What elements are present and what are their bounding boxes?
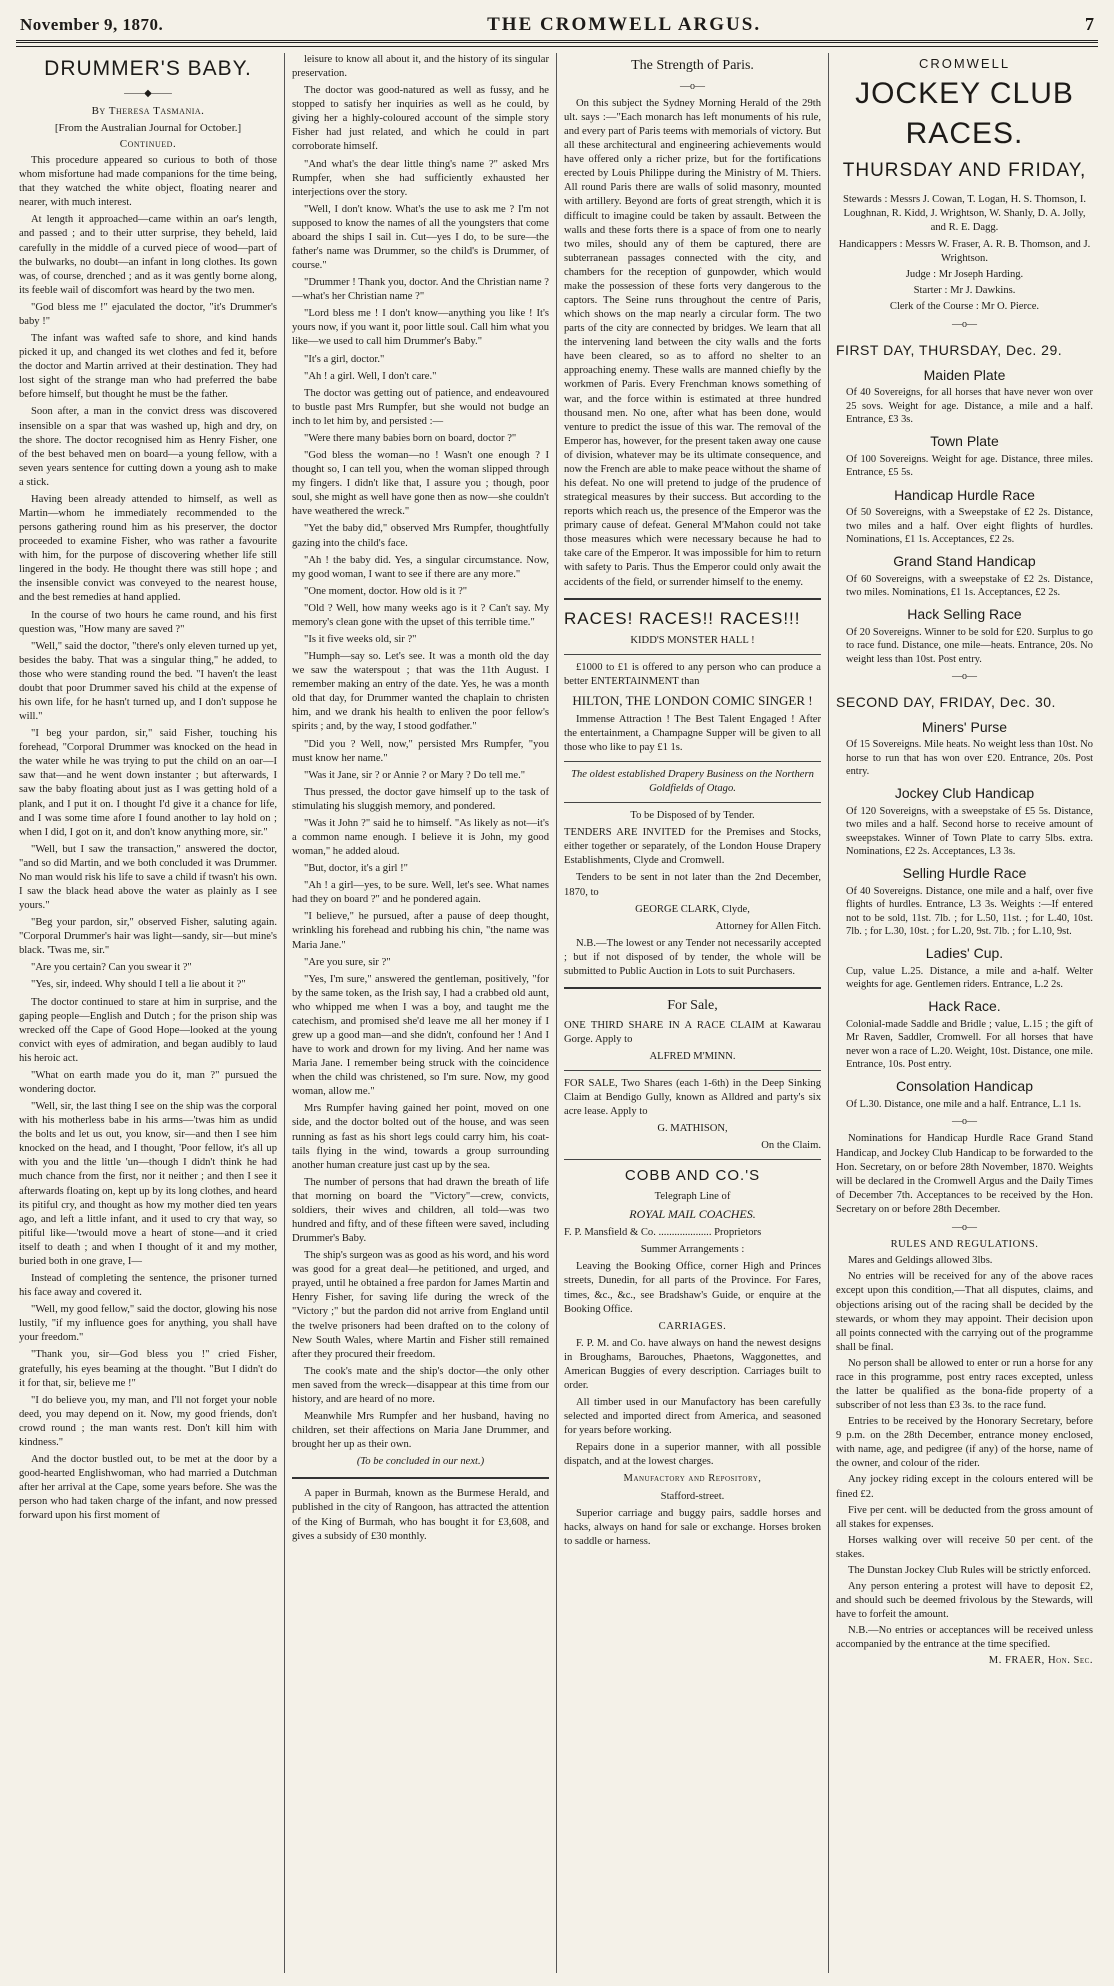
divider-rule — [564, 761, 821, 762]
divider-rule — [292, 1477, 549, 1479]
column-3 — [556, 53, 828, 1973]
rule-item: Any jockey riding except in the colours entered will be fined £2. — [836, 1474, 1093, 1500]
race-name: Hack Selling Race — [907, 606, 1022, 623]
races-ad-offer: £1000 to £1 is offered to any person who can produce a better ENTERTAINMENT than — [564, 662, 821, 688]
rule-item: Entries to be received by the Honorary Secretary, before 9 p.m. on the 28th December, entrance money enclosed, with name, age, and pedigree (if any) of the horse, name of the owner, and colour of the rider. — [836, 1416, 1093, 1470]
for-sale2-text: FOR SALE, Two Shares (each 1-6th) in the Deep Sinking Claim at Bendigo Gully, known as Alldred and party's six acre lease. Apply to — [564, 1077, 821, 1118]
race-conditions: Of 15 Sovereigns. Mile heats. No weight less than 10st. No horse to run that has won over £20. Entrance, 20s. Post entry. — [846, 739, 1093, 778]
race-conditions: Of 40 Sovereigns. Distance, one mile and a half, over five flights of hurdles. Entrance, L3 3s. Weights :—If entered not to be sold, 11st. 7lb. ; for L.50, 11st. ; for L.40, 10st. 7lb. ; for L.30, 10st. ; for L.20, 9st. 7lb. ; for L.10, 9st. — [846, 885, 1093, 937]
drapery-tender: To be Disposed of by Tender. — [630, 810, 755, 822]
story-paragraph: "Ah ! the baby did. Yes, a singular circumstance. Now, my good woman, I want to see if there are any more." — [292, 554, 549, 580]
races-title: JOCKEY CLUB RACES. — [855, 77, 1074, 151]
story-paragraph: Meanwhile Mrs Rumpfer and her husband, having no children, set their affections on Maria Jane Drummer, and brought her up as their own. — [292, 1411, 549, 1451]
story-paragraph: "Well, I don't know. What's the use to ask me ? I'm not supposed to know the names of all the youngsters that come aboard the ships I sail in. Cut—yes I do, to be sure—the father's name was Drummer, so the child's is Drummer, of course." — [292, 203, 549, 272]
story-paragraph: In the course of two hours he came round, and his first question was, "How many are saved ?" — [19, 609, 277, 635]
race-conditions: Of 50 Sovereigns, with a Sweepstake of £2 2s. Distance, two miles and a half. Over eight flights of hurdles. Nominations, £1 1s. Acceptances, £2 2s. — [846, 507, 1093, 545]
official-line: Clerk of the Course : Mr O. Pierce. — [889, 300, 1040, 312]
race-conditions: Of 60 Sovereigns, with a sweepstake of £2 2s. Distance, two miles. Nominations, £1 1s. Acceptances, £2 2s. — [846, 573, 1093, 599]
races-ad-sub: KIDD'S MONSTER HALL ! — [630, 635, 755, 647]
official-line: Starter : Mr J. Dawkins. — [913, 284, 1016, 296]
race-conditions: Of 20 Sovereigns. Winner to be sold for £20. Surplus to go to race fund. Distance, one mile—heats. Entrance, 20s. No weight less than 10st. Post entry. — [846, 627, 1093, 665]
secretary-signature: M. FRAER, Hon. Sec. — [988, 1655, 1093, 1667]
divider-rule — [564, 598, 821, 600]
official-line: Handicappers : Messrs W. Fraser, A. R. B. Thomson, and J. Wrightson. — [838, 238, 1091, 264]
story-paragraph: "What on earth made you do it, man ?" pursued the wondering doctor. — [19, 1069, 277, 1096]
race-conditions: Of L.30. Distance, one mile and a half. Entrance, L.1 1s. — [846, 1098, 1082, 1110]
story-paragraph: "Lord bless me ! I don't know—anything you like ! It's yours now, if you want it, poor little soul. Call him what you like—we used to call him Drummer's Baby." — [292, 308, 549, 348]
newspaper-title: THE CROMWELL ARGUS. — [487, 14, 762, 35]
drapery-signee-role: Attorney for Allen Fitch. — [715, 920, 821, 932]
divider: —o— — [952, 1221, 977, 1233]
paris-text: On this subject the Sydney Morning Herald of the 29th ult. says :—"Each monarch has left monuments of his rule, and every part of Paris teems with memorials of victory. But all these architectural and engineering achievements would have offered only a richer prize, but for the fortifications erected by Louis Philippe during the Ministry of M. Thiers. All round Paris there are walls of solid masonry, mounted with artillery. Beyond are forts of great strength, which it is difficult to imagine could be taken by assault. Between the walls and these forts there is a space of from one to nearly two miles, should any of them be captured, there are subterranean passages connected with the city, and chambers for the reception of gunpowder, which would make the possession of these forts very dangerous to the captors. The Seine runs throughout the centre of Paris, which shows on the map nearly a circular form. The two parts of the city are connected by bridges. We learn that all the intervening land between the city walls and the forts have been cleared, so as to afford no shelter to an approaching enemy. These walls are manned chiefly by the workmen of Paris. Every Frenchman knows something of war, and the force within is estimated at three hundred thousand men. No one, after what has been done, would venture to predict the issue of this war. The removal of the Emperor has, however, for the present taken away one cause of division, whatever may be its ultimate consequence, and now the French are able to make peace without the shame of his defeat. No one will pretend to judge of the prudence of strategical measures by their success. But according to the reports which reach us, the presence of the Emperor was the primary cause of defeat. General M'Mahon could not take those measures which were necessary because he had to take care of the Emperor. It was impossible for him to return with safety to Paris. Thus the Emperor could only await the accidents of the field, or surrender himself to the enemy. — [564, 97, 821, 588]
cobb-body: Leaving the Booking Office, corner High and Princes streets, Dunedin, for all parts of the Province. For Fares, times, &c., &c., see Bradshaw's Guide, or enquire at the Booking Office. — [564, 1261, 821, 1315]
drapery-signee: GEORGE CLARK, Clyde, — [635, 903, 750, 915]
for-sale2-place: On the Claim. — [761, 1140, 821, 1152]
rule-item: N.B.—No entries or acceptances will be received unless accompanied by the entrance at the time specified. — [836, 1625, 1093, 1651]
official-line: Judge : Mr Joseph Harding. — [905, 268, 1024, 280]
story-continued: Continued. — [119, 138, 177, 151]
officials-list — [836, 193, 1093, 314]
cobb-carriages-text: F. P. M. and Co. have always on hand the newest designs in Broughams, Barouches, Phaetons, Waggonettes, and American Buggies of every description. Carriages built to order. — [564, 1337, 821, 1391]
races-ad-body: Immense Attraction ! The Best Talent Engaged ! After the entertainment, a Champagne Supper will be given to all those who like to pay £1 1s. — [564, 713, 821, 753]
race-name: Maiden Plate — [923, 366, 1006, 383]
story-paragraph: "Well," said the doctor, "there's only eleven turned up yet, besides the baby. That was a singular thing," he added, to those who were standing round the bed. "I haven't the least doubt that poor Drummer saved his child at the expense of his own life, for he hasn't turned up, and I don't suppose he will." — [19, 640, 277, 723]
story-paragraph: "I beg your pardon, sir," said Fisher, touching his forehead, "Corporal Drummer was knocked on the head in the water while he was trying to put the child on an oar—I saw that—and he went down instanter ; but afterwards, I saw the baby floating about just as I was getting hold of a plank, and I put it on. I thought I'd give it a chance for life, and I was some time afore I found another to lay hold on ; when I did, I got on it, and don't know anything more, sir." — [19, 728, 277, 838]
cobb-title: COBB AND CO.'S — [624, 1167, 761, 1185]
cobb-timber: All timber used in our Manufactory has been carefully selected and imported direct from America, and seasoned for years before working. — [564, 1397, 821, 1437]
story-body — [19, 154, 277, 1523]
drapery-date: Tenders to be sent in not later than the 2nd December, 1870, to — [564, 872, 821, 898]
drapery-nb: N.B.—The lowest or any Tender not necessarily accepted ; but if not disposed of by tender, the whole will be submitted to Public Auction in Lots to suit Purchasers. — [564, 937, 821, 977]
club-name: CROMWELL — [918, 56, 1011, 71]
story-paragraph: "Yes, I'm sure," answered the gentleman, positively, "for by the same token, as the Irish say, I had a crabbed old aunt, who whipped me when I was a boy, and taught me the catechism, and promised she'd leave me all her money if I grew up a good man—and she didn't, confound her ! And I have to work and drown for my living. And her name was Maria Jane. I remember being struck with the coincidence when the child was christened, so I'm sure. Now, my good woman, allow me." — [292, 973, 549, 1098]
cobb-factory: Manufactory and Repository, — [623, 1473, 762, 1485]
story-paragraph: The doctor was getting out of patience, and endeavoured to bustle past Mrs Rumpfer, but she would not budge an inch to let him by, and persisted :— — [292, 387, 549, 427]
rule-item: No person shall be allowed to enter or run a horse for any race in this programme, post entry races excepted, unless the latter be qualified as the bona-fide property of a subscriber of not less than £3 3s. to the race fund. — [836, 1357, 1093, 1412]
story-paragraph: "But, doctor, it's a girl !" — [304, 863, 408, 875]
divider-rule — [564, 1070, 821, 1071]
rule-item: Horses walking over will receive 50 per cent. of the stakes. — [836, 1534, 1093, 1560]
paris-title: The Strength of Paris. — [631, 58, 754, 73]
story-paragraph: "Was it John ?" said he to himself. "As likely as not—it's a common name enough. I believe it is John, my good woman," he added aloud. — [292, 817, 549, 858]
divider-rule — [564, 1159, 821, 1160]
rules-list — [836, 1254, 1093, 1652]
drapery-body: TENDERS ARE INVITED for the Premises and Stocks, either together or separately, of the London House Drapery Establishments, Clyde and Cromwell. — [564, 827, 821, 867]
issue-date: November 9, 1870. — [20, 15, 164, 34]
story-paragraph: Having been already attended to himself, as well as Martin—whom he immediately recommended to the persons gathering round him as his preserver, the doctor proceeded to examine Fisher, who was rather a favourite with him, for the purpose of discovering whether life still lingered in the body. He thought there was still hope ; and the insensible convict was conveyed to the nearest house, and the best remedies at hand applied. — [19, 493, 277, 604]
page-number: 7 — [1084, 14, 1094, 34]
story-source: [From the Australian Journal for October.] — [54, 121, 242, 134]
day1-races — [836, 366, 1093, 666]
race-name: Hack Race. — [928, 998, 1001, 1015]
story-paragraph: At length it approached—came within an oar's length, and passed ; and to their utter surprise, they beheld, laid carefully in the middle of a curved piece of wood—part of the bulwarks, no doubt—an infant in long clothes. Its gown was, of course, drenched ; and as it was gently borne along, its feeble wail of discomfort was heard by the two men. — [19, 214, 277, 296]
race-name: Selling Hurdle Race — [902, 865, 1027, 882]
divider-rule — [564, 802, 821, 803]
cobb-street: Stafford-street. — [660, 1490, 725, 1502]
story-paragraph: "Well, but I saw the transaction," answered the doctor, "and so did Martin, and we both concluded it was Drummer. No man would risk his life to save a child if twasn't his own. I saw the black head above the water as plainly as I see yours." — [19, 843, 277, 912]
cobb-repairs: Repairs done in a superior manner, with all possible dispatch, and at the lowest charges. — [564, 1442, 821, 1468]
column-1 — [12, 53, 284, 1973]
race-name: Consolation Handicap — [896, 1078, 1033, 1095]
race-name: Miners' Purse — [921, 718, 1008, 735]
columns — [12, 53, 1102, 1973]
races-ad-headline: RACES! RACES!! RACES!!! — [564, 608, 801, 628]
drapery-intro: The oldest established Drapery Business on the Northern Goldfields of Otago. — [571, 769, 814, 795]
story-paragraph: "Ah ! a girl. Well, I don't care." — [304, 370, 437, 382]
race-name: Handicap Hurdle Race — [894, 486, 1035, 503]
story-paragraph: "God bless me !" ejaculated the doctor, "it's Drummer's baby !" — [19, 301, 277, 327]
cobb-harness: Superior carriage and buggy pairs, saddle horses and hacks, always on hand for sale or exchange. Horses broken to saddle or harness. — [564, 1507, 821, 1547]
story-paragraph: "Yet the baby did," observed Mrs Rumpfer, thoughtfully gazing into the child's face. — [292, 523, 549, 549]
story-paragraph: "It's a girl, doctor." — [304, 353, 385, 365]
day1-heading: FIRST DAY, THURSDAY, Dec. 29. — [836, 342, 1063, 359]
cobb-sub: Telegraph Line of — [654, 1191, 731, 1203]
story-paragraph: "Are you sure, sir ?" — [304, 956, 391, 968]
story-paragraph: The doctor continued to stare at him in surprise, and the gaping people—English and Dutch ; for the prison ship was wrecked off the Cape of Good Hope—looked at the young convict with eyes of admiration, and began audibly to laud his heroic act. — [19, 996, 277, 1064]
cobb-carriages-title: CARRIAGES. — [658, 1320, 727, 1332]
for-sale-name: ALFRED M'MINN. — [649, 1050, 736, 1062]
story-paragraph: The doctor was good-natured as well as fussy, and he stopped to satisfy her inquiries as well as he could, by giving her a highly-coloured account of the simple story Fisher had just related, and which he could in part corroborate himself. — [292, 85, 549, 153]
story-paragraph: "Were there many babies born on board, doctor ?" — [304, 432, 517, 444]
divider-rule — [564, 654, 821, 655]
story-paragraph: "I do believe you, my man, and I'll not forget your noble deed, you may depend on it. Now, my good friends, don't crowd round ; the man wants rest. Don't kill him with kindness." — [19, 1394, 277, 1448]
story-paragraph: Soon after, a man in the convict dress was discovered insensible on a spar that was washed up, high and dry, on the shore. The doctor recognised him as Henry Fisher, one of the best behaved men on board—a young fellow, with a seven years sentence for cutting down a young ash to make a stick. — [19, 406, 277, 488]
nominations-text: Nominations for Handicap Hurdle Race Grand Stand Handicap, and Jockey Club Handicap to be forwarded to the Hon. Secretary, on or before 28th November, 1870. Weights will be declared in the Cromwell Argus and the Daily Times of December 7th. Acceptances to be received by the Hon. Secretary on or before 28th December. — [836, 1133, 1093, 1215]
race-name: Jockey Club Handicap — [894, 785, 1035, 802]
divider: —o— — [952, 670, 977, 682]
story-paragraph: The ship's surgeon was as good as his word, and his word was good for a great deal—he petitioned, and urged, and prayed, until he obtained a free pardon for James Martin and Henry Fisher, for saving life during the wreck of the "Victory ;" but the pardon did not arrive from England until the twelve prisoners had been drafted on to the colony of New South Wales, where Martin and Fisher still remained after they procured their freedom. — [292, 1250, 549, 1360]
story-paragraph: "Humph—say so. Let's see. It was a month old the day we saw the waterspout ; that was the 11th August. I remember making an entry of the date. Yes, he was a month old that day, for Drummer wanted the chaplain to christen him, and we drank his health to enliven the poor fellow's spirits ; and, by the way, I stood godfather." — [292, 651, 549, 733]
rule-item: The Dunstan Jockey Club Rules will be strictly enforced. — [848, 1564, 1091, 1576]
story-paragraph: "Thank you, sir—God bless you !" cried Fisher, gratefully, his eyes beaming at the thought. "But I didn't do it for that, sir, believe me !" — [19, 1349, 277, 1389]
day2-races — [836, 718, 1093, 1111]
story-paragraph: And the doctor bustled out, to be met at the door by a good-hearted Englishwoman, who had married a Dutchman after her arrival at the Cape, some years before. She was the person who had taken charge of the infant, and now pressed forward upon his first moment of — [19, 1453, 277, 1522]
for-sale-title: For Sale, — [667, 998, 718, 1014]
story-paragraph: "Did you ? Well, now," persisted Mrs Rumpfer, "you must know her name." — [292, 738, 549, 764]
story-paragraph: "Beg your pardon, sir," observed Fisher, saluting again. "Corporal Drummer's hair was light—sandy, sir—but mine's black. 'Twas me, sir." — [19, 917, 277, 957]
race-conditions: Of 40 Sovereigns, for all horses that have never won over 25 sovs. Weight for age. Distance, a mile and a half. Entrance, £3 3s. — [846, 387, 1093, 426]
story-paragraph: Thus pressed, the doctor gave himself up to the task of stimulating his sluggish memory, and pondered. — [292, 786, 549, 812]
races-ad-star: HILTON, THE LONDON COMIC SINGER ! — [572, 693, 813, 709]
burmah-paragraph: A paper in Burmah, known as the Burmese Herald, and published in the city of Rangoon, has attracted the attention of the King of Burmah, who has bought it for £3,608, and gives a subsidy of £30 monthly. — [292, 1488, 549, 1542]
official-line: Stewards : Messrs J. Cowan, T. Logan, H. S. Thomson, I. Loughnan, R. Kidd, J. Wrightson, W. Shanly, D. A. Jolly, and R. E. Dagg. — [842, 194, 1087, 234]
cobb-arrangements: Summer Arrangements : — [640, 1244, 745, 1256]
for-sale2-name: G. MATHISON, — [657, 1123, 728, 1135]
story-paragraph: "And what's the dear little thing's name ?" asked Mrs Rumpfer, when she had sufficiently exhausted her interjections over the story. — [292, 158, 549, 198]
race-conditions: Of 100 Sovereigns. Weight for age. Distance, three miles. Entrance, £5 5s. — [846, 454, 1093, 479]
race-conditions: Colonial-made Saddle and Bridle ; value, L.15 ; the gift of Mr Raven, Saddler, Cromwell. For all horses that have never won a race of L.20. Weight, 10st. Distance, one mile. Entrance, 10s. Post entry. — [846, 1018, 1093, 1070]
story-paragraph: "Ah ! a girl—yes, to be sure. Well, let's see. What names had they on board ?" and he pondered again. — [292, 880, 549, 906]
for-sale-text: ONE THIRD SHARE IN A RACE CLAIM at Kawarau Gorge. Apply to — [564, 1019, 821, 1045]
story-paragraph: The number of persons that had drawn the breath of life that morning on board the "Victory"—crew, convicts, soldiers, their wives and children, all told—was two hundred and fifty, and of these fifteen were saved, including Drummer's Baby. — [292, 1176, 549, 1245]
story-paragraph: "One moment, doctor. How old is it ?" — [304, 585, 468, 597]
story-paragraph: "Well, sir, the last thing I see on the ship was the corporal with his motherless babe in his arms—'twas him as undid the bolts and let us out, you know, sir—and then I see him knocked on the head, and I thought, 'Poor fellow, it's all up with you and the little 'un—though I didn't think he had much chance from the first, nor it neither ; and then I see it afterwards floating on, kept up by its long clothes, and heard its pitiful cry, and thought as how my mother died ten years ago, and left a little infant, and it used to cry that way, so pitiful like—'twould move a heart of stone—and it cried itself to death ; and when I thought of it and my mother, buried both in one grave, I— — [19, 1101, 277, 1267]
rule-item: Five per cent. will be deducted from the gross amount of all stakes for expenses. — [836, 1504, 1093, 1530]
story-paragraph: "Is it five weeks old, sir ?" — [304, 633, 417, 645]
story-paragraph: "God bless the woman—no ! Wasn't one enough ? I thought so, I can tell you, when the woman slipped through my fingers. I didn't like that, I assure you ; though, poor soul, she might as well have gone then as now—she couldn't have weathered the wreck." — [292, 450, 549, 518]
day2-heading: SECOND DAY, FRIDAY, Dec. 30. — [836, 694, 1056, 711]
story-paragraph: Mrs Rumpfer having gained her point, moved on one side, and the doctor bolted out of the house, and was seen running as fast as his short legs could carry him, his coat-tails flying in the wind, towards a group surrounding another human creature just cast up by the sea. — [292, 1103, 549, 1171]
story-paragraph: "Was it Jane, sir ? or Annie ? or Mary ? Do tell me." — [304, 769, 526, 781]
cobb-sub2: ROYAL MAIL COACHES. — [629, 1207, 756, 1222]
masthead — [12, 0, 1102, 40]
story-paragraph: "Old ? Well, how many weeks ago is it ? Can't say. My memory's clean gone with the upset of this terrible time." — [292, 602, 549, 628]
race-name: Ladies' Cup. — [925, 945, 1004, 962]
race-name: Grand Stand Handicap — [893, 553, 1036, 570]
story-paragraph: "I believe," he pursued, after a pause of deep thought, wrinkling his forehead and rubbing his chin, "the name was Maria Jane." — [292, 911, 549, 951]
story-paragraph: leisure to know all about it, and the history of its singular preservation. — [292, 54, 549, 80]
story-paragraph: The cook's mate and the ship's doctor—the only other men saved from the wreck—disappear at this time from our history, and are heard of no more. — [292, 1365, 549, 1405]
story-paragraph: "Drummer ! Thank you, doctor. And the Christian name ?—what's her Christian name ?" — [292, 277, 549, 303]
rule-item: Any person entering a protest will have to deposit £2, and should such be deemed frivolous by the Stewards, will have to forfeit the amount. — [836, 1581, 1093, 1621]
headline-divider: ——◆—— — [124, 87, 172, 99]
column-2 — [284, 53, 556, 1973]
race-conditions: Of 120 Sovereigns, with a sweepstake of £5 5s. Distance, two miles and a half. Second horse to receive amount of sweepstakes. Winner of Town Plate to carry 5lbs. extra. Nominations, £2 2s. Acceptances, L3 3s. — [846, 806, 1093, 857]
masthead-rule — [16, 40, 1098, 47]
rule-item: Mares and Geldings allowed 3lbs. — [848, 1255, 993, 1267]
race-conditions: Cup, value L.25. Distance, a mile and a-half. Welter weights for age. Gentlemen riders. Entrance, L.2 2s. — [846, 965, 1093, 991]
race-days: THURSDAY AND FRIDAY, — [842, 160, 1087, 182]
divider-rule — [564, 987, 821, 989]
story-headline: DRUMMER'S BABY. — [44, 57, 252, 80]
paris-divider: —o— — [680, 80, 705, 92]
story-paragraph: "Well, my good fellow," said the doctor, glowing his nose lustily, "if my influence goes for anything, you shall have your freedom." — [19, 1304, 277, 1344]
to-be-concluded: (To be concluded in our next.) — [356, 1456, 485, 1468]
race-name: Town Plate — [930, 433, 999, 450]
column-4 — [828, 53, 1100, 1973]
cobb-proprietor: F. P. Mansfield & Co. .................... Proprietors — [564, 1227, 762, 1239]
story-paragraph: Instead of completing the sentence, the prisoner turned his face away and covered it. — [19, 1273, 277, 1299]
story-byline: By Theresa Tasmania. — [91, 105, 205, 118]
story-body-continued — [292, 53, 549, 1452]
rule-item: No entries will be received for any of the above races except upon this condition,—That all disputes, claims, and objections arising out of the racing shall be decided by the stewards, or whom they may appoint. Their decision upon all points connected with the carrying out of the programme shall be final. — [836, 1271, 1093, 1353]
rules-title: RULES AND REGULATIONS. — [890, 1239, 1039, 1251]
divider: —o— — [952, 1116, 977, 1128]
story-paragraph: This procedure appeared so curious to both of those whom misfortune had made companions for the time being, that they watched the white object, floating nearer and nearer, with much interest. — [19, 155, 277, 209]
story-paragraph: "Yes, sir, indeed. Why should I tell a lie about it ?" — [31, 979, 246, 991]
divider: —o— — [952, 318, 977, 330]
story-paragraph: "Are you certain? Can you swear it ?" — [31, 962, 192, 974]
story-paragraph: The infant was wafted safe to shore, and kind hands picked it up, and changed its wet clothes and fed it, before the doctor and Martin arrived at their destination. They had lost sight of the strange man who had preferred the babe before himself, but thought he must be the father. — [19, 333, 277, 401]
